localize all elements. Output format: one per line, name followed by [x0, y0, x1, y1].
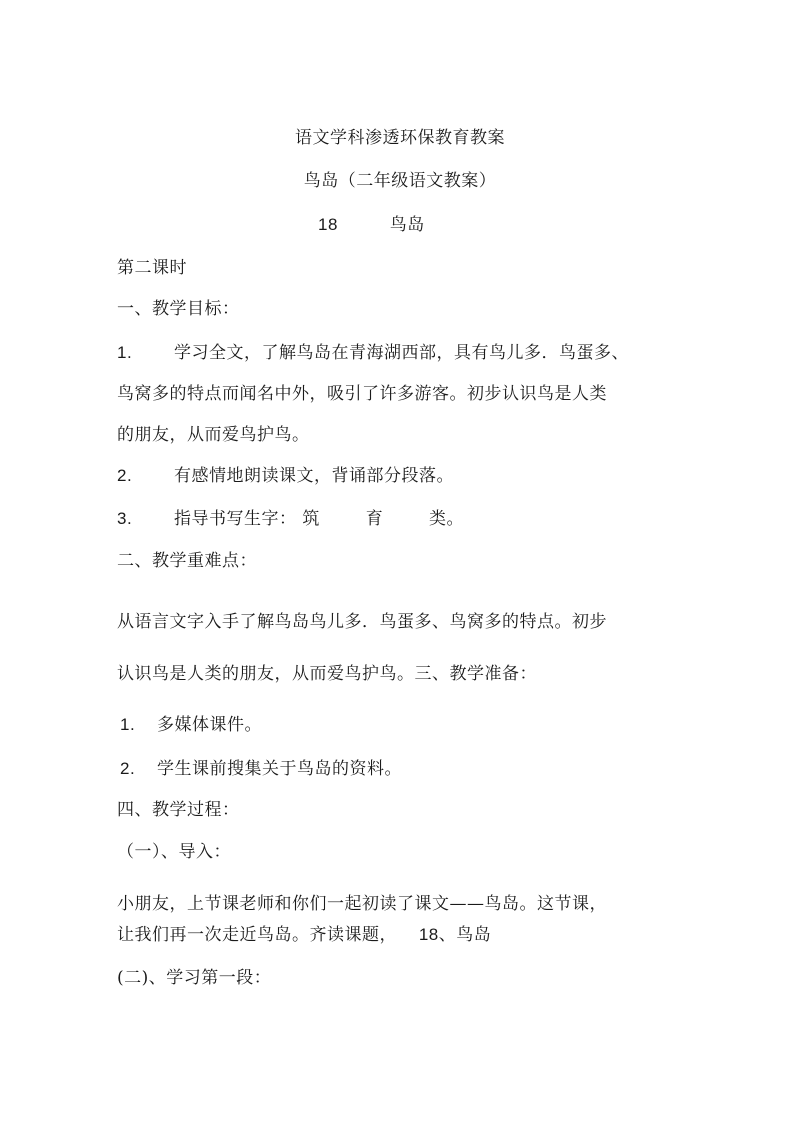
goal-1	[117, 342, 629, 364]
goal-3-char-3: 类。	[429, 509, 465, 529]
goal-1-line-3: 的朋友，从而爱鸟护鸟。	[117, 425, 310, 445]
period-label: 第二课时	[117, 258, 187, 278]
preparation-item-1-text: 多媒体课件。	[157, 715, 262, 735]
preparation-item-2-text: 学生课前搜集关于鸟岛的资料。	[157, 759, 402, 779]
goal-2-text: 有感情地朗读课文，背诵部分段落。	[174, 466, 454, 486]
lesson-heading	[318, 214, 425, 236]
preparation-item-2	[120, 758, 402, 780]
intro-line-2	[117, 924, 491, 946]
intro-line-2-text: 让我们再一次走近鸟岛。齐读课题，	[117, 925, 397, 945]
goal-2	[117, 465, 454, 487]
document-title: 语文学科渗透环保教育教案	[295, 128, 505, 148]
key-points-line-2: 认识鸟是人类的朋友，从而爱鸟护鸟。三、教学准备：	[117, 664, 537, 684]
key-points-line-1: 从语言文字入手了解鸟岛鸟儿多．鸟蛋多、鸟窝多的特点。初步	[117, 612, 607, 632]
goal-3-marker: 3.	[117, 509, 133, 528]
goal-3	[117, 508, 464, 530]
intro-title-reference: 18、鸟岛	[418, 925, 492, 944]
preparation-item-2-marker: 2.	[120, 759, 136, 778]
goal-1-marker: 1.	[117, 343, 133, 362]
goals-heading: 一、教学目标：	[117, 299, 240, 319]
goal-2-marker: 2.	[117, 466, 133, 485]
goal-1-line-2: 鸟窝多的特点而闻名中外，吸引了许多游客。初步认识鸟是人类	[117, 384, 607, 404]
document-subtitle: 鸟岛（二年级语文教案）	[303, 171, 497, 191]
lesson-number: 18	[318, 215, 338, 234]
goal-3-char-1: 筑	[302, 509, 320, 529]
preparation-item-1-marker: 1.	[120, 715, 136, 734]
key-points-heading: 二、教学重难点：	[117, 551, 257, 571]
intro-heading: （一）、导入：	[117, 842, 231, 862]
lesson-name: 鸟岛	[389, 215, 425, 235]
goal-1-line-1: 学习全文，了解鸟岛在青海湖西部，具有鸟儿多．鸟蛋多、	[174, 343, 629, 363]
goal-3-text: 指导书写生字：	[174, 509, 297, 529]
process-heading: 四、教学过程：	[117, 800, 240, 820]
preparation-item-1	[120, 714, 262, 736]
intro-line-1: 小朋友，上节课老师和你们一起初读了课文——鸟岛。这节课，	[117, 894, 607, 914]
section-two-heading: (二)、学习第一段：	[117, 968, 272, 988]
goal-3-char-2: 育	[365, 509, 384, 529]
